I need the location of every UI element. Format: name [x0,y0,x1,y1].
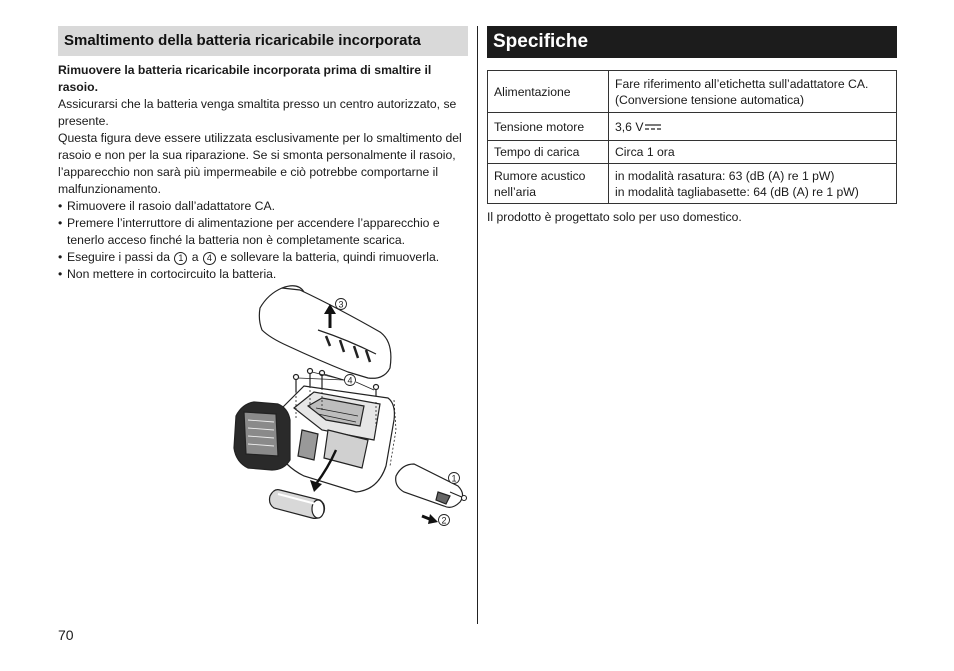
spec-label: Tensione motore [488,113,609,141]
spec-label: Rumore acustico nell’aria [488,164,609,204]
spec-value: Circa 1 ora [609,141,897,164]
bullet-item: • Non mettere in cortocircuito la batteria. [58,267,277,281]
top-cover [259,286,391,379]
step-4-label: 4 [347,375,353,386]
specs-heading: Specifiche [487,26,897,58]
step-4-marker: 4 [203,252,216,265]
table-row [488,141,897,164]
disposal-bullet-list [58,198,468,283]
blade-head [234,402,290,470]
spec-value: Fare riferimento all’etichetta sull’adattatore CA. (Conversione tensione automatica) [609,71,897,113]
disposal-heading: Smaltimento della batteria ricaricabile incorporata [58,26,468,56]
disposal-lead: Rimuovere la batteria ricaricabile incorporata prima di smaltire il rasoio. [58,63,432,94]
disassembly-illustration [218,280,470,532]
column-divider [477,26,478,624]
specs-table [487,70,897,204]
step-1-marker: 1 [174,252,187,265]
spec-value: in modalità rasatura: 63 (dB (A) re 1 pW) in modalità tagliabasette: 64 (dB (A) re 1 pW) [609,164,897,204]
bullet-item: • Premere l’interruttore di alimentazione per accendere l’apparecchio e tenerlo acceso finché la batteria non è completamente scarica. [58,216,440,247]
dc-symbol-icon [645,123,661,131]
spec-label: Tempo di carica [488,141,609,164]
spec-label: Alimentazione [488,71,609,113]
table-row [488,164,897,204]
arrow-right-icon [422,514,438,524]
bottom-cap [396,464,463,507]
table-row [488,113,897,141]
disposal-section [58,26,468,283]
battery-icon [270,490,325,519]
bullet-item: • Rimuovere il rasoio dall’adattatore CA. [58,199,275,213]
spec-value: 3,6 V [609,113,897,141]
page-number: 70 [58,627,74,643]
step-1-label: 1 [451,473,457,484]
shaver-body [278,386,394,492]
table-row [488,71,897,113]
specs-section [487,26,897,224]
bullet-item: • Eseguire i passi da 1 a 4 e sollevare la batteria, quindi rimuoverla. [58,250,440,264]
step-3-label: 3 [338,299,344,310]
domestic-use-note: Il prodotto è progettato solo per uso domestico. [487,210,742,224]
step-2-label: 2 [441,515,447,526]
disposal-paragraph-2: Questa figura deve essere utilizzata esclusivamente per lo smaltimento del rasoio e non per la sua riparazione. Se si smonta personalmente il rasoio, l’apparecchio non sarà più impermeabile e ciò potrebbe comportarne il malfunzionamento. [58,131,462,196]
disposal-paragraph-1: Assicurarsi che la batteria venga smaltita presso un centro autorizzato, se presente. [58,97,457,128]
